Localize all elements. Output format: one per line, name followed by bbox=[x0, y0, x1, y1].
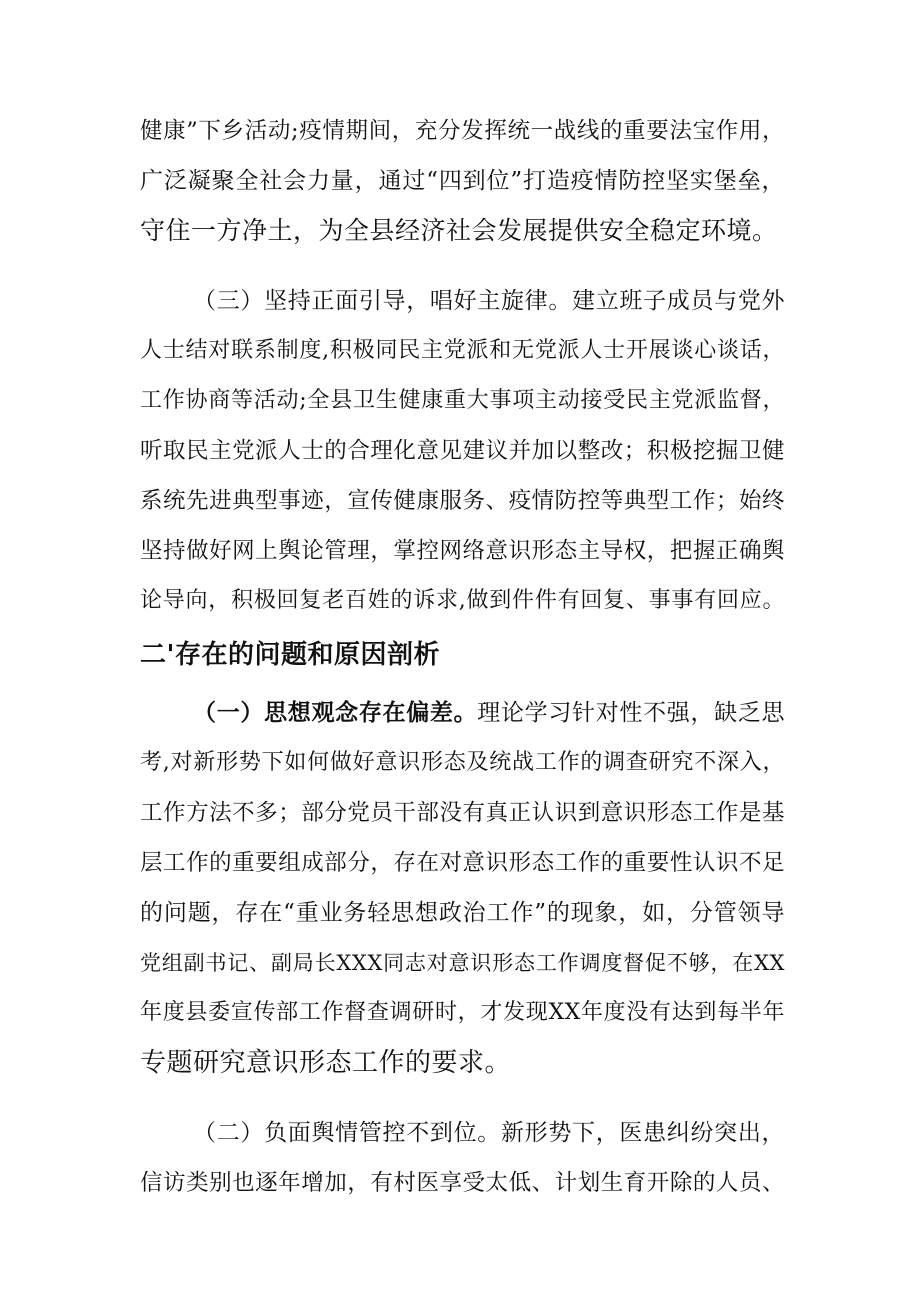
paragraph-2-line-5: 系统先进典型事迹，宣传健康服务、疫情防控等典型工作；始终 bbox=[140, 488, 785, 514]
paragraph-3-line-7: 年度县委宣传部工作督查调研时，才发现XX年度没有达到每半年 bbox=[140, 1000, 785, 1025]
paragraph-3-lead-rest: 理论学习针对性不强，缺乏思 bbox=[477, 700, 785, 726]
paragraph-4-line-1: （二）负面舆情管控不到位。新形势下，医患纠纷突出， bbox=[193, 1120, 785, 1146]
paragraph-3-line-3: 工作方法不多；部分党员干部没有真正认识到意识形态工作是基 bbox=[140, 800, 785, 826]
paragraph-1-line-2: 广泛凝聚全社会力量，通过“四到位”打造疫情防控坚实堡垒， bbox=[140, 168, 785, 194]
section-heading: 二'存在的问题和原因剖析 bbox=[140, 640, 440, 670]
paragraph-2-line-4: 听取民主党派人士的合理化意见建议并加以整改；积极挖掘卫健 bbox=[140, 438, 785, 464]
paragraph-2-line-1: （三）坚持正面引导，唱好主旋律。建立班子成员与党外 bbox=[193, 288, 785, 314]
paragraph-2-line-3: 工作协商等活动;全县卫生健康重大事项主动接受民主党派监督， bbox=[140, 388, 785, 413]
paragraph-1-line-1: 健康”下乡活动;疫情期间，充分发挥统一战线的重要法宝作用， bbox=[140, 118, 785, 144]
paragraph-3-line-4: 层工作的重要组成部分，存在对意识形态工作的重要性认识不足 bbox=[140, 850, 785, 876]
paragraph-1-line-3: 守住一方净土，为全县经济社会发展提供安全稳定环境。 bbox=[140, 216, 778, 245]
paragraph-3-line-8: 专题研究意识形态工作的要求。 bbox=[140, 1048, 512, 1078]
paragraph-3-lead-bold: （一）思想观念存在偏差。 bbox=[193, 699, 478, 726]
paragraph-2-line-2: 人士结对联系制度,积极同民主党派和无党派人士开展谈心谈话， bbox=[140, 338, 785, 363]
paragraph-3-line-6: 党组副书记、副局长XXX同志对意识形态工作调度督促不够，在XX bbox=[140, 951, 785, 975]
paragraph-3-line-2: 考,对新形势下如何做好意识形态及统战工作的调查研究不深入， bbox=[140, 750, 785, 775]
paragraph-4-line-2: 信访类别也逐年增加，有村医享受太低、计划生育开除的人员、 bbox=[140, 1170, 785, 1196]
paragraph-3-line-5: 的问题，存在“重业务轻思想政治工作”的现象，如，分管领导 bbox=[140, 900, 785, 926]
paragraph-2-line-6: 坚持做好网上舆论管理，掌控网络意识形态主导权，把握正确舆 bbox=[140, 538, 785, 564]
paragraph-2-line-7: 论导向，积极回复老百姓的诉求,做到件件有回复、事事有回应。 bbox=[140, 588, 785, 613]
paragraph-3-line-1 bbox=[193, 695, 785, 731]
